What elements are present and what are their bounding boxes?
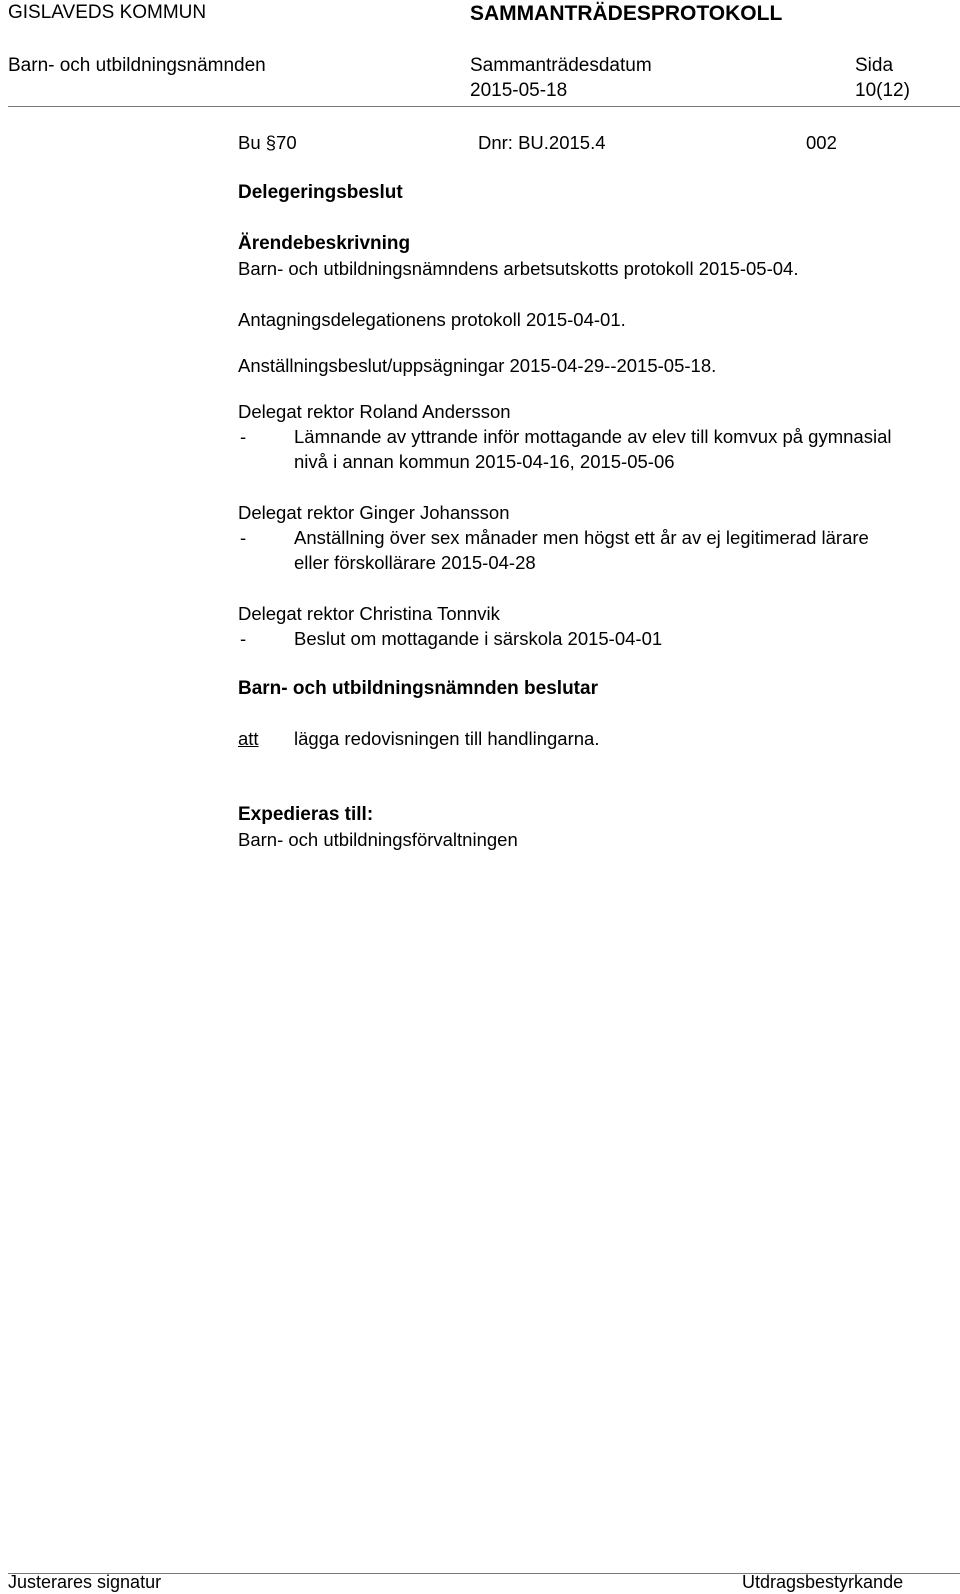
meeting-date-label: Sammanträdesdatum [470,55,652,76]
committee-name: Barn- och utbildningsnämnden [8,55,266,76]
delegate-item: Anställning över sex månader men högst ett år av ej legitimerad lärare [294,527,869,548]
page-number: 10(12) [855,80,910,101]
delegate-item: eller förskollärare 2015-04-28 [294,552,536,573]
page-label: Sida [855,55,894,76]
adjuster-signature-label: Justerares signatur [8,1572,162,1592]
list-dash: - [240,426,247,447]
case-section: Bu §70 [238,132,297,153]
description-line: Anställningsbeslut/uppsägningar 2015-04-29--2015-05-18. [238,355,717,376]
description-line: Antagningsdelegationens protokoll 2015-04-01. [238,309,626,330]
delegate-name: Delegat rektor Ginger Johansson [238,502,510,523]
list-dash: - [240,628,247,649]
distribution-heading: Expedieras till: [238,804,374,825]
description-heading: Ärendebeskrivning [238,233,411,254]
delegate-name: Delegat rektor Christina Tonnvik [238,603,500,624]
case-reference: Dnr: BU.2015.4 [478,132,606,153]
municipality-name: GISLAVEDS KOMMUN [8,2,207,23]
header-divider [8,106,960,107]
delegate-item: nivå i annan kommun 2015-04-16, 2015-05-06 [294,451,675,472]
case-code: 002 [806,132,837,153]
decision-heading: Barn- och utbildningsnämnden beslutar [238,678,598,699]
document-type: SAMMANTRÄDESPROTOKOLL [470,2,783,25]
decision-keyword: att [238,728,259,749]
delegate-item: Beslut om mottagande i särskola 2015-04-01 [294,628,663,649]
delegate-item: Lämnande av yttrande inför mottagande av elev till komvux på gymnasial [294,426,892,447]
certification-label: Utdragsbestyrkande [742,1572,904,1592]
description-line: Barn- och utbildningsnämndens arbetsutskotts protokoll 2015-05-04. [238,258,799,279]
delegate-name: Delegat rektor Roland Andersson [238,401,511,422]
meeting-date-value: 2015-05-18 [470,80,568,101]
decision-text: lägga redovisningen till handlingarna. [294,728,600,749]
distribution-recipient: Barn- och utbildningsförvaltningen [238,829,518,850]
list-dash: - [240,527,247,548]
page-title: Delegeringsbeslut [238,182,403,203]
